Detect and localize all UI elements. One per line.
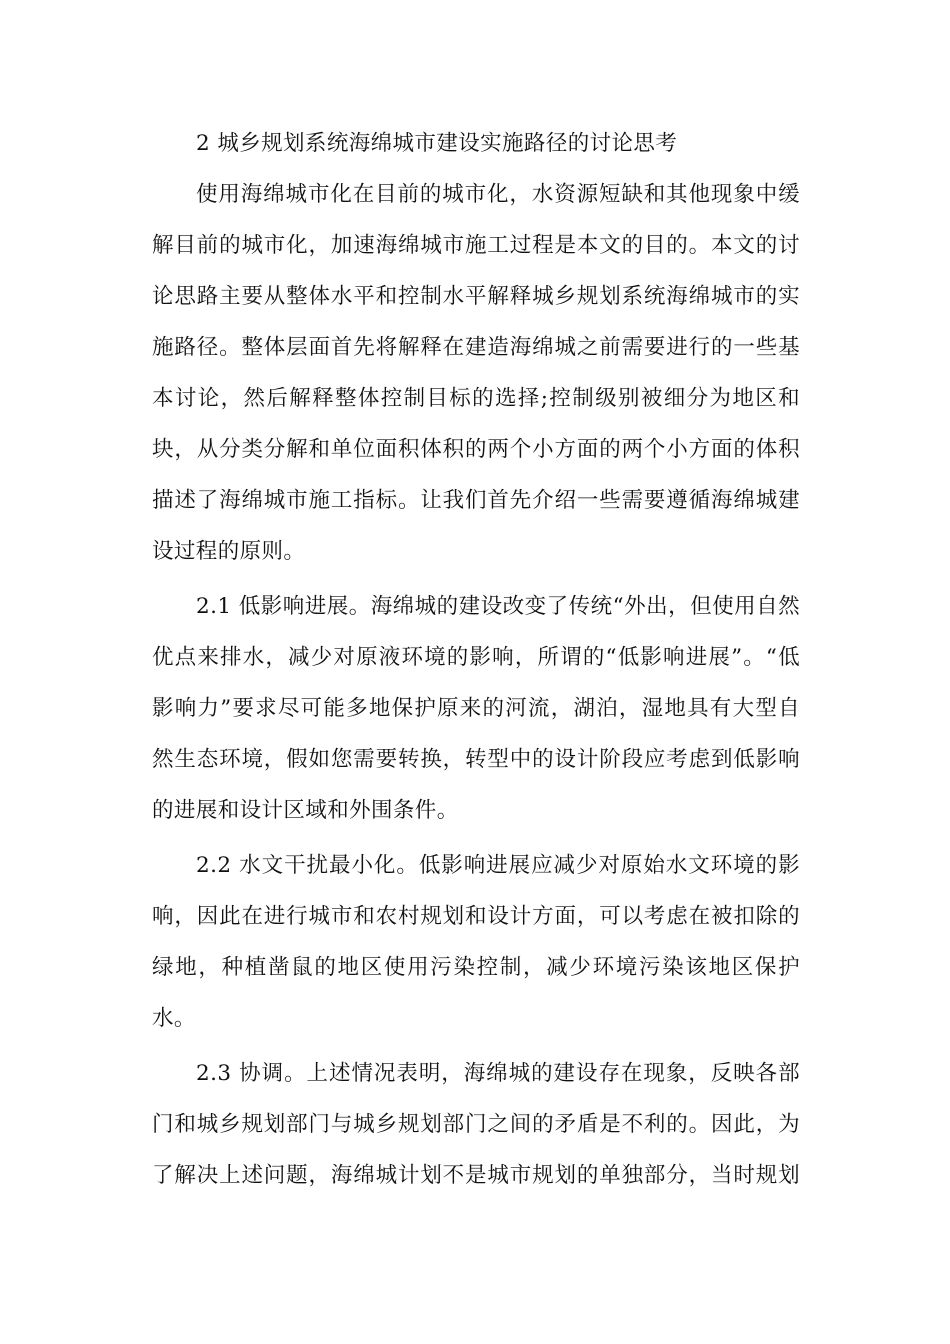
document-body [152, 118, 800, 1201]
paragraph-line: 解目前的城市化，加速海绵城市施工过程是本文的目的。本文的讨 [152, 233, 800, 258]
paragraph-line: 然生态环境，假如您需要转换，转型中的设计阶段应考虑到低影响 [152, 747, 800, 772]
paragraph-2-2 [152, 840, 800, 1044]
paragraph-line: 施路径。整体层面首先将解释在建造海绵城之前需要进行的一些基 [152, 335, 800, 360]
paragraph-line: 响，因此在进行城市和农村规划和设计方面，可以考虑在被扣除的 [152, 904, 800, 929]
paragraph-line: 描述了海绵城市施工指标。让我们首先介绍一些需要遵循海绵城建 [152, 488, 800, 513]
paragraph-line: 论思路主要从整体水平和控制水平解释城乡规划系统海绵城市的实 [152, 284, 800, 309]
paragraph-line: 设过程的原则。 [152, 539, 306, 564]
paragraph-2-1 [152, 581, 800, 836]
paragraph-line: 2.1 低影响进展。海绵城的建设改变了传统“外出，但使用自然 [196, 594, 800, 619]
paragraph-line: 绿地，种植凿鼠的地区使用污染控制，减少环境污染该地区保护 [152, 955, 800, 980]
paragraph-line: 影响力”要求尽可能多地保护原来的河流，湖泊，湿地具有大型自 [152, 696, 800, 721]
paragraph-line: 本讨论，然后解释整体控制目标的选择;控制级别被细分为地区和 [152, 386, 800, 411]
paragraph-line: 使用海绵城市化在目前的城市化，水资源短缺和其他现象中缓 [196, 182, 800, 207]
paragraph-line: 2.2 水文干扰最小化。低影响进展应减少对原始水文环境的影 [196, 853, 800, 878]
paragraph-line: 水。 [152, 1006, 196, 1031]
paragraph-line: 了解决上述问题，海绵城计划不是城市规划的单独部分，当时规划 [152, 1163, 800, 1188]
section-heading: 2 城乡规划系统海绵城市建设实施路径的讨论思考 [196, 131, 678, 156]
paragraph-2-3 [152, 1048, 800, 1201]
paragraph-line: 门和城乡规划部门与城乡规划部门之间的矛盾是不利的。因此，为 [152, 1112, 800, 1137]
paragraph-line: 2.3 协调。上述情况表明，海绵城的建设存在现象，反映各部 [196, 1061, 800, 1086]
paragraph-line: 的进展和设计区域和外围条件。 [152, 798, 459, 823]
paragraph-intro [152, 169, 800, 577]
paragraph-line: 优点来排水，减少对原液环境的影响，所谓的“低影响进展”。“低 [152, 645, 800, 670]
paragraph-line: 块，从分类分解和单位面积体积的两个小方面的两个小方面的体积 [152, 437, 800, 462]
